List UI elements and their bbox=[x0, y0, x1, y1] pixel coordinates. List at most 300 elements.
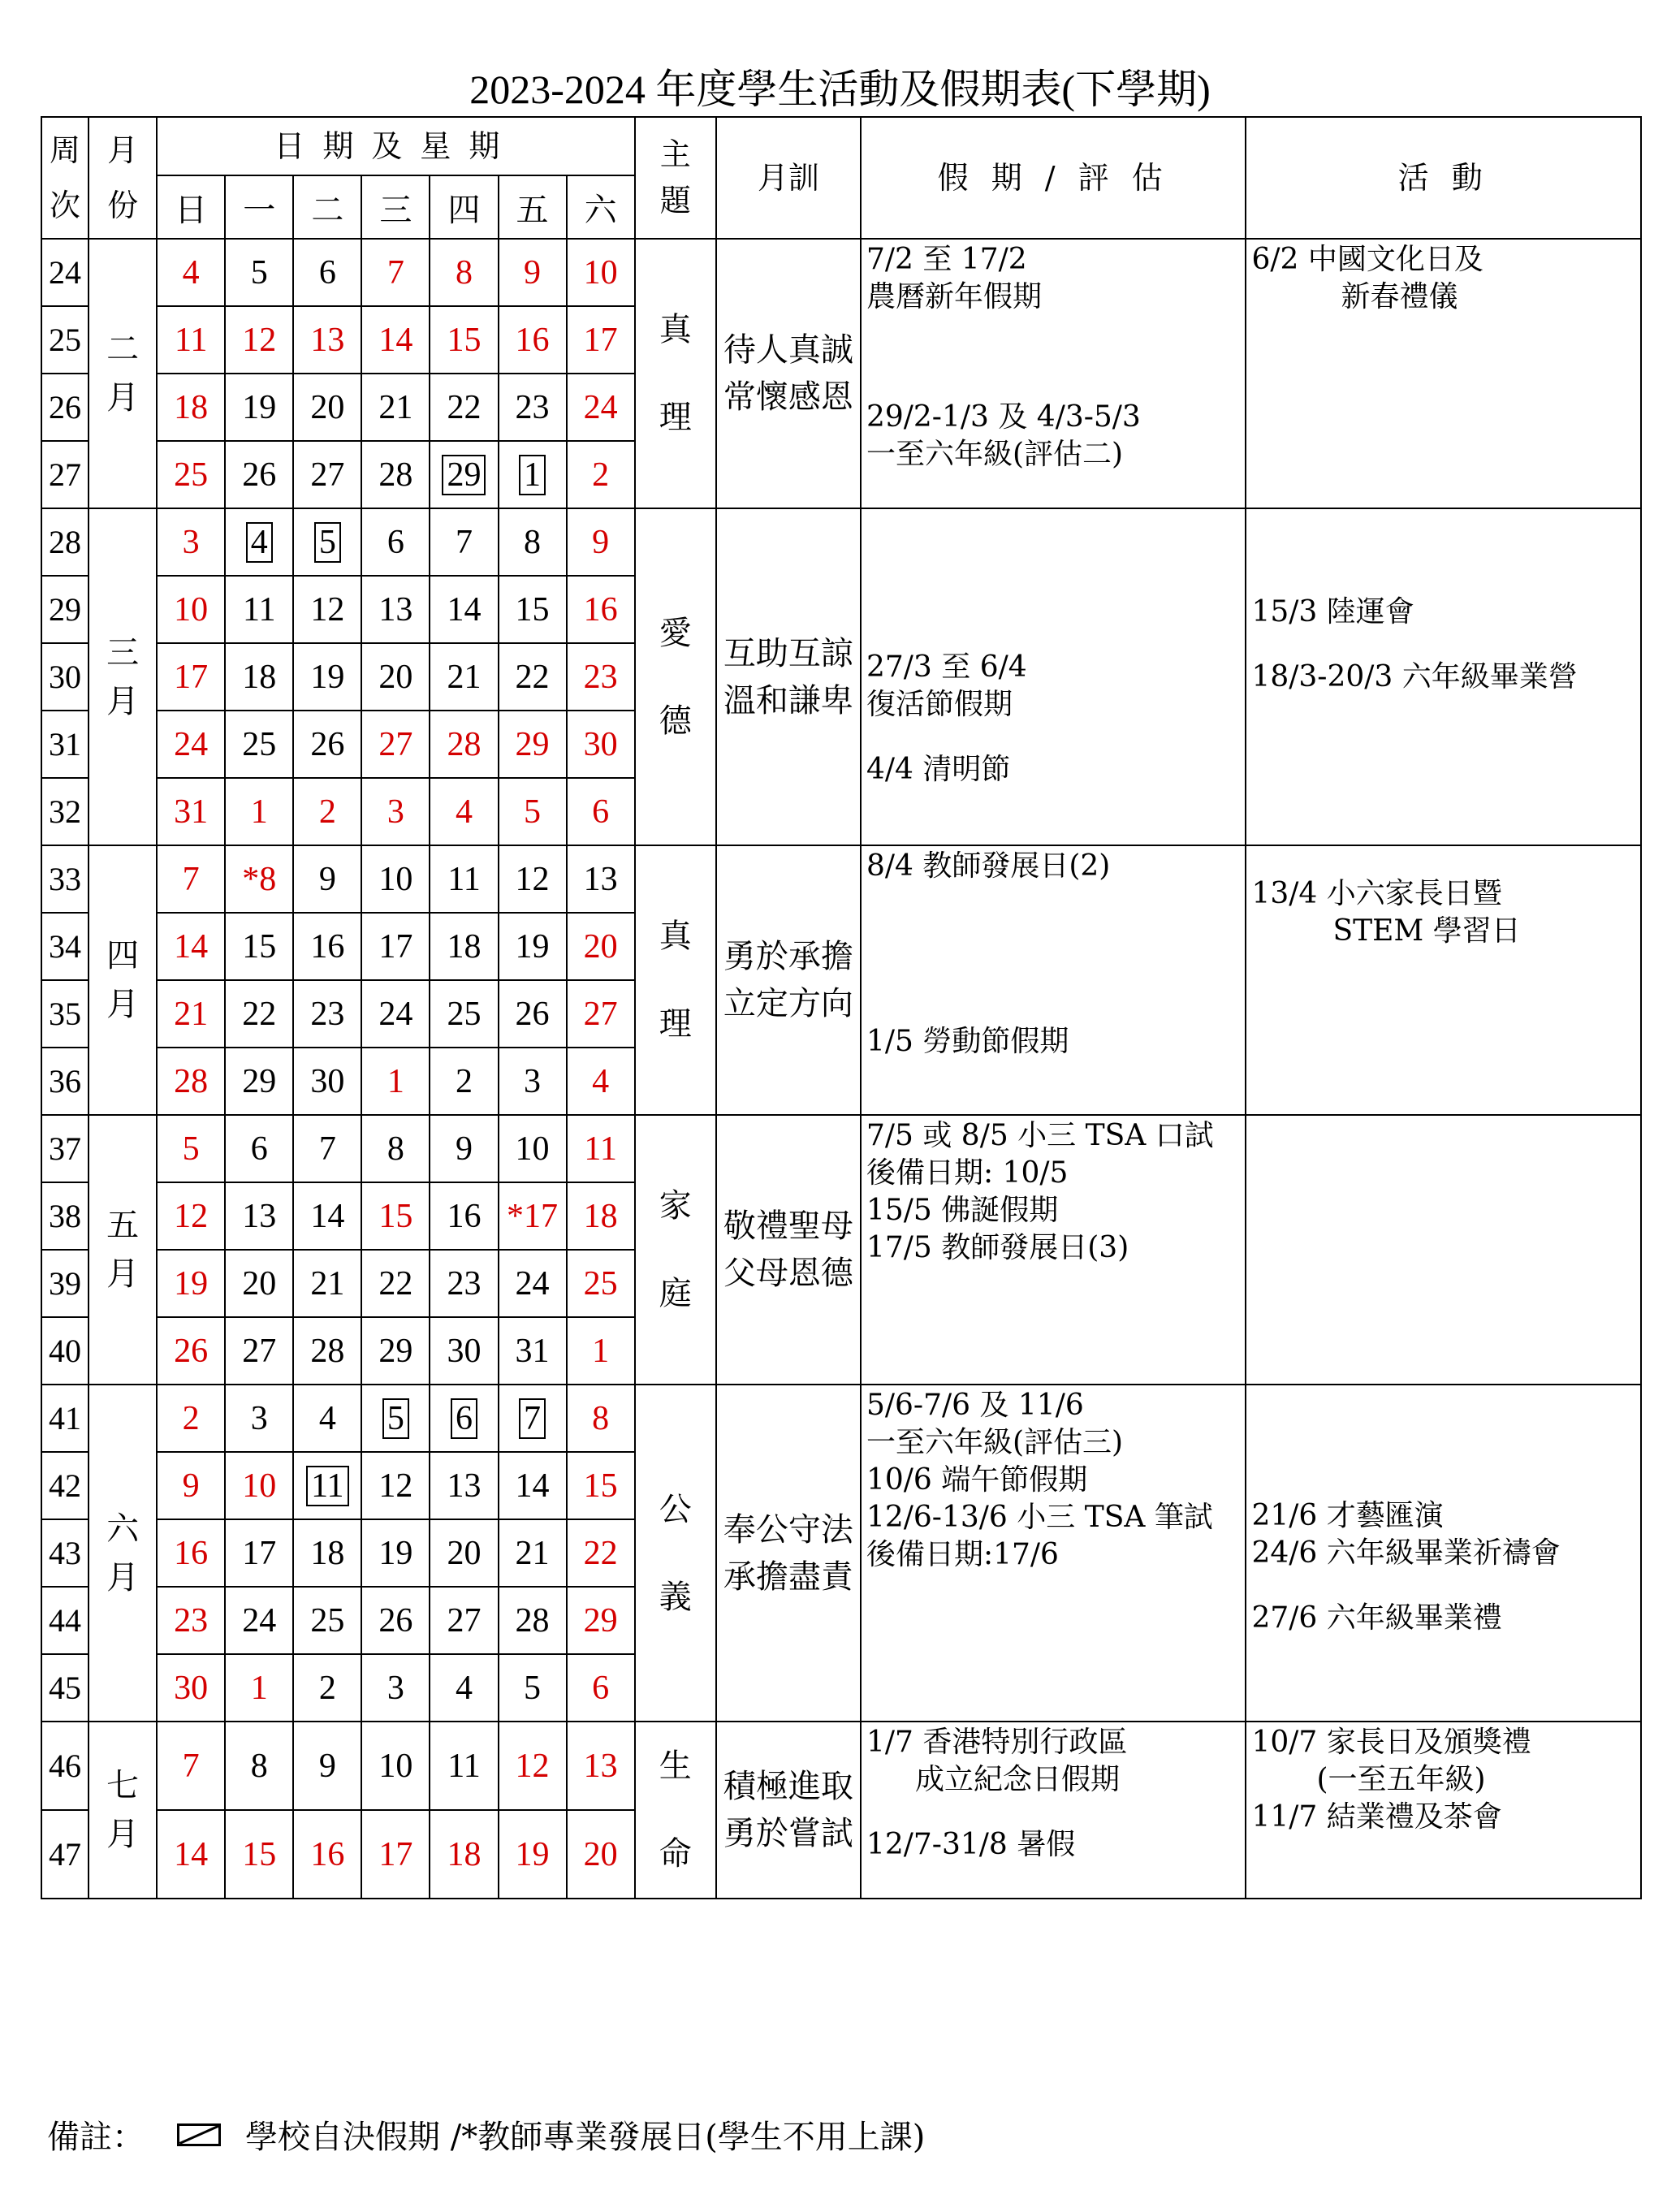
theme-cell: 愛德 bbox=[635, 508, 716, 845]
calendar-table bbox=[41, 116, 1642, 1899]
day-cell: 13 bbox=[567, 845, 635, 913]
motto-cell bbox=[716, 1115, 861, 1385]
day-cell: 22 bbox=[499, 643, 567, 711]
day-cell: 16 bbox=[567, 576, 635, 643]
day-cell: 5 bbox=[225, 239, 293, 306]
holiday-line: 1/7 香港特別行政區 bbox=[866, 1726, 1128, 1759]
day-cell: 20 bbox=[567, 913, 635, 980]
motto-line: 敬禮聖母 bbox=[723, 1208, 853, 1245]
day-cell: 20 bbox=[430, 1519, 498, 1587]
day-cell: 31 bbox=[157, 778, 225, 845]
day-cell: 6 bbox=[567, 1654, 635, 1722]
motto-line: 勇於嘗試 bbox=[723, 1815, 853, 1852]
week-row bbox=[41, 1385, 1641, 1452]
holiday-line: 後備日期:17/6 bbox=[866, 1538, 1059, 1572]
day-cell: 16 bbox=[293, 1810, 361, 1899]
holiday-line: 農曆新年假期 bbox=[866, 280, 1042, 314]
day-cell: 22 bbox=[225, 980, 293, 1048]
motto-line: 奉公守法 bbox=[723, 1510, 853, 1549]
week-number: 41 bbox=[41, 1385, 89, 1452]
school-holiday-box: 5 bbox=[314, 522, 341, 563]
day-cell: 11 bbox=[157, 306, 225, 374]
holiday-cell bbox=[861, 1385, 1246, 1722]
day-cell: 10 bbox=[361, 1722, 430, 1810]
day-cell: 22 bbox=[361, 1250, 430, 1317]
header-week bbox=[41, 117, 89, 239]
day-cell: 7 bbox=[293, 1115, 361, 1182]
holiday-cell bbox=[861, 508, 1246, 845]
day-cell: 5 bbox=[499, 1654, 567, 1722]
month-label: 七月 bbox=[89, 1722, 157, 1899]
day-cell: 19 bbox=[499, 1810, 567, 1899]
day-cell: 25 bbox=[225, 711, 293, 778]
week-number: 38 bbox=[41, 1182, 89, 1250]
holiday-line: 7/2 至 17/2 bbox=[866, 243, 1027, 276]
motto-line: 父母恩德 bbox=[723, 1255, 853, 1292]
holiday-line bbox=[866, 1799, 1240, 1826]
day-cell: 8 bbox=[567, 1385, 635, 1452]
day-cell: 9 bbox=[293, 1722, 361, 1810]
week-row bbox=[41, 845, 1641, 913]
day-cell: 7 bbox=[157, 845, 225, 913]
day-cell: 19 bbox=[293, 643, 361, 711]
activity-line bbox=[1251, 566, 1635, 594]
holiday-line: 一至六年級(評估三) bbox=[866, 1426, 1124, 1460]
school-holiday-box: 6 bbox=[451, 1398, 477, 1439]
weekday-header: 日 bbox=[157, 175, 225, 239]
day-cell: 10 bbox=[567, 239, 635, 306]
day-cell: 20 bbox=[361, 643, 430, 711]
day-cell: 23 bbox=[567, 643, 635, 711]
day-cell: 15 bbox=[499, 576, 567, 643]
day-cell: 13 bbox=[361, 576, 430, 643]
day-cell: 10 bbox=[157, 576, 225, 643]
activity-line: (一至五年級) bbox=[1316, 1763, 1486, 1797]
day-cell: 1 bbox=[225, 1654, 293, 1722]
weekday-header: 三 bbox=[361, 175, 430, 239]
motto-cell bbox=[716, 508, 861, 845]
holiday-line bbox=[866, 343, 1240, 371]
day-cell: 30 bbox=[430, 1317, 498, 1385]
day-cell bbox=[430, 441, 498, 508]
day-cell: 24 bbox=[361, 980, 430, 1048]
holiday-line: 12/6-13/6 小三 TSA 筆試 bbox=[866, 1501, 1213, 1535]
activity-line bbox=[1251, 848, 1635, 875]
day-cell: 15 bbox=[225, 1810, 293, 1899]
day-cell: 3 bbox=[361, 778, 430, 845]
day-cell bbox=[499, 1385, 567, 1452]
day-cell: 9 bbox=[567, 508, 635, 576]
theme-cell: 真理 bbox=[635, 845, 716, 1115]
holiday-line: 一至六年級(評估二) bbox=[866, 438, 1124, 472]
day-cell: 21 bbox=[157, 980, 225, 1048]
day-cell: 14 bbox=[157, 1810, 225, 1899]
day-cell: 21 bbox=[361, 374, 430, 441]
day-cell: 5 bbox=[499, 778, 567, 845]
day-cell: 4 bbox=[293, 1385, 361, 1452]
motto-cell bbox=[716, 1722, 861, 1899]
day-cell bbox=[430, 1385, 498, 1452]
day-cell: 30 bbox=[567, 711, 635, 778]
day-cell: 13 bbox=[567, 1722, 635, 1810]
week-number: 47 bbox=[41, 1810, 89, 1899]
activity-line bbox=[1251, 1387, 1635, 1415]
motto-line: 待人真誠 bbox=[723, 331, 853, 369]
activity-cell bbox=[1246, 1722, 1641, 1899]
weekday-header: 五 bbox=[499, 175, 567, 239]
day-cell: 14 bbox=[293, 1182, 361, 1250]
day-cell: 11 bbox=[225, 576, 293, 643]
week-number: 35 bbox=[41, 980, 89, 1048]
day-cell: 12 bbox=[293, 576, 361, 643]
day-cell: 18 bbox=[430, 913, 498, 980]
week-number: 40 bbox=[41, 1317, 89, 1385]
day-cell: 29 bbox=[225, 1048, 293, 1115]
day-cell: 27 bbox=[293, 441, 361, 508]
day-cell: 2 bbox=[157, 1385, 225, 1452]
activity-line: 18/3-20/3 六年級畢業營 bbox=[1251, 660, 1578, 694]
day-cell: 24 bbox=[499, 1250, 567, 1317]
day-cell bbox=[225, 508, 293, 576]
remark-label: 備註： bbox=[47, 2119, 145, 2156]
day-cell: 17 bbox=[361, 913, 430, 980]
day-cell: 8 bbox=[499, 508, 567, 576]
activity-line bbox=[1251, 511, 1635, 538]
motto-cell bbox=[716, 845, 861, 1115]
day-cell: 21 bbox=[499, 1519, 567, 1587]
school-holiday-box: 5 bbox=[382, 1398, 409, 1439]
day-cell: 2 bbox=[293, 1654, 361, 1722]
day-cell: 5 bbox=[157, 1115, 225, 1182]
day-cell: 12 bbox=[225, 306, 293, 374]
theme-cell: 公義 bbox=[635, 1385, 716, 1722]
holiday-line: 12/7-31/8 暑假 bbox=[866, 1828, 1076, 1862]
header-activities: 活 動 bbox=[1246, 117, 1641, 239]
day-cell: 18 bbox=[225, 643, 293, 711]
month-label: 二月 bbox=[89, 239, 157, 508]
weekday-header: 四 bbox=[430, 175, 498, 239]
holiday-cell bbox=[861, 845, 1246, 1115]
motto-line: 常懷感恩 bbox=[723, 378, 853, 416]
day-cell: 13 bbox=[225, 1182, 293, 1250]
day-cell: 15 bbox=[430, 306, 498, 374]
holiday-line: 1/5 勞動節假期 bbox=[866, 1025, 1069, 1059]
month-label: 五月 bbox=[89, 1115, 157, 1385]
activity-line: 24/6 六年級畢業祈禱會 bbox=[1251, 1536, 1561, 1570]
day-cell: 8 bbox=[361, 1115, 430, 1182]
holiday-line: 4/4 清明節 bbox=[866, 753, 1011, 787]
activity-line: 13/4 小六家長日暨 bbox=[1251, 877, 1502, 910]
school-holiday-box: 4 bbox=[246, 522, 273, 563]
month-label: 三月 bbox=[89, 508, 157, 845]
holiday-line: 27/3 至 6/4 bbox=[866, 650, 1027, 684]
motto-line: 積極進取 bbox=[723, 1768, 853, 1805]
activity-line bbox=[1251, 1442, 1635, 1470]
day-cell bbox=[361, 1385, 430, 1452]
day-cell: 29 bbox=[361, 1317, 430, 1385]
day-cell: 14 bbox=[430, 576, 498, 643]
week-number: 26 bbox=[41, 374, 89, 441]
holiday-line: 17/5 教師發展日(3) bbox=[866, 1231, 1129, 1265]
day-cell: 24 bbox=[567, 374, 635, 441]
day-cell: 11 bbox=[430, 1722, 498, 1810]
holiday-line bbox=[866, 724, 1240, 751]
activity-line bbox=[1251, 631, 1635, 659]
day-cell: 17 bbox=[157, 643, 225, 711]
activity-line bbox=[1251, 1415, 1635, 1442]
holiday-line bbox=[866, 885, 1240, 913]
day-cell: 27 bbox=[225, 1317, 293, 1385]
weekday-header: 六 bbox=[567, 175, 635, 239]
week-number: 45 bbox=[41, 1654, 89, 1722]
day-cell: 1 bbox=[225, 778, 293, 845]
day-cell: 22 bbox=[430, 374, 498, 441]
week-number: 28 bbox=[41, 508, 89, 576]
day-cell: 10 bbox=[361, 845, 430, 913]
day-cell: 19 bbox=[499, 913, 567, 980]
day-cell: 12 bbox=[499, 1722, 567, 1810]
motto-line: 立定方向 bbox=[723, 985, 853, 1022]
header-theme bbox=[635, 117, 716, 239]
day-cell: 17 bbox=[361, 1810, 430, 1899]
holiday-line bbox=[866, 566, 1240, 594]
day-cell: 28 bbox=[293, 1317, 361, 1385]
day-cell: 2 bbox=[293, 778, 361, 845]
day-cell: 20 bbox=[293, 374, 361, 441]
day-cell: 20 bbox=[567, 1810, 635, 1899]
week-number: 42 bbox=[41, 1452, 89, 1519]
motto-line: 承擔盡責 bbox=[723, 1557, 853, 1596]
week-number: 44 bbox=[41, 1587, 89, 1654]
day-cell: 3 bbox=[157, 508, 225, 576]
holiday-line: 10/6 端午節假期 bbox=[866, 1463, 1088, 1497]
holiday-line bbox=[866, 371, 1240, 399]
day-cell: 13 bbox=[430, 1452, 498, 1519]
day-cell: 8 bbox=[430, 239, 498, 306]
holiday-line: 29/2-1/3 及 4/3-5/3 bbox=[866, 400, 1141, 434]
day-cell: *17 bbox=[499, 1182, 567, 1250]
school-holiday-box: 29 bbox=[442, 455, 486, 495]
holiday-line bbox=[866, 316, 1240, 343]
holiday-line: 復活節假期 bbox=[866, 688, 1013, 722]
day-cell: 16 bbox=[430, 1182, 498, 1250]
day-cell: 16 bbox=[293, 913, 361, 980]
day-cell: 19 bbox=[157, 1250, 225, 1317]
week-number: 37 bbox=[41, 1115, 89, 1182]
day-cell bbox=[293, 508, 361, 576]
school-holiday-box: 1 bbox=[519, 455, 546, 495]
header-motto: 月訓 bbox=[716, 117, 861, 239]
activity-cell bbox=[1246, 1115, 1641, 1385]
day-cell: 23 bbox=[157, 1587, 225, 1654]
page-title: 2023-2024 年度學生活動及假期表(下學期) bbox=[469, 67, 1211, 112]
holiday-line bbox=[866, 940, 1240, 968]
holiday-line bbox=[866, 511, 1240, 538]
day-cell: 1 bbox=[361, 1048, 430, 1115]
day-cell: 25 bbox=[293, 1587, 361, 1654]
day-cell: 20 bbox=[225, 1250, 293, 1317]
motto-cell bbox=[716, 1385, 861, 1722]
week-number: 27 bbox=[41, 441, 89, 508]
motto-line: 互助互諒 bbox=[723, 634, 853, 672]
day-cell: 12 bbox=[157, 1182, 225, 1250]
holiday-line: 後備日期: 10/5 bbox=[866, 1156, 1069, 1190]
day-cell: 9 bbox=[430, 1115, 498, 1182]
day-cell: 3 bbox=[361, 1654, 430, 1722]
activity-line: 6/2 中國文化日及 bbox=[1251, 243, 1483, 276]
day-cell: 9 bbox=[499, 239, 567, 306]
header-theme-label: 主題 bbox=[659, 136, 691, 218]
holiday-cell bbox=[861, 239, 1246, 508]
activity-line: 21/6 才藝匯演 bbox=[1251, 1499, 1444, 1532]
day-cell bbox=[499, 441, 567, 508]
week-number: 29 bbox=[41, 576, 89, 643]
day-cell: 24 bbox=[157, 711, 225, 778]
day-cell: 26 bbox=[293, 711, 361, 778]
week-number: 33 bbox=[41, 845, 89, 913]
activity-line: 27/6 六年級畢業禮 bbox=[1251, 1601, 1502, 1635]
day-cell: 18 bbox=[430, 1810, 498, 1899]
day-cell: 15 bbox=[361, 1182, 430, 1250]
day-cell: 23 bbox=[293, 980, 361, 1048]
header-week-label: 周次 bbox=[50, 132, 81, 223]
day-cell: 28 bbox=[361, 441, 430, 508]
header-holidays: 假 期 / 評 估 bbox=[861, 117, 1246, 239]
activity-line: STEM 學習日 bbox=[1332, 914, 1521, 948]
day-cell: 4 bbox=[430, 778, 498, 845]
day-cell: 2 bbox=[567, 441, 635, 508]
day-cell: 9 bbox=[157, 1452, 225, 1519]
week-number: 43 bbox=[41, 1519, 89, 1587]
day-cell: 11 bbox=[430, 845, 498, 913]
day-cell: 6 bbox=[361, 508, 430, 576]
day-cell: 12 bbox=[361, 1452, 430, 1519]
remark-text: 學校自決假期 /*教師專業發展日(學生不用上課) bbox=[245, 2119, 926, 2156]
day-cell: 21 bbox=[430, 643, 498, 711]
day-cell: 3 bbox=[499, 1048, 567, 1115]
day-cell: 7 bbox=[361, 239, 430, 306]
day-cell: 14 bbox=[157, 913, 225, 980]
day-cell bbox=[293, 1452, 361, 1519]
day-cell: 21 bbox=[293, 1250, 361, 1317]
weekday-header: 二 bbox=[293, 175, 361, 239]
holiday-line bbox=[866, 968, 1240, 996]
day-cell: 4 bbox=[430, 1654, 498, 1722]
day-cell: 4 bbox=[157, 239, 225, 306]
day-cell: 15 bbox=[567, 1452, 635, 1519]
week-row bbox=[41, 508, 1641, 576]
motto-line: 勇於承擔 bbox=[723, 938, 853, 975]
day-cell: 15 bbox=[225, 913, 293, 980]
day-cell: 29 bbox=[567, 1587, 635, 1654]
remark bbox=[47, 2111, 925, 2158]
holiday-line bbox=[866, 538, 1240, 566]
activity-line: 11/7 結業禮及茶會 bbox=[1251, 1800, 1502, 1834]
day-cell: 31 bbox=[499, 1317, 567, 1385]
day-cell: 10 bbox=[499, 1115, 567, 1182]
day-cell: 6 bbox=[225, 1115, 293, 1182]
activity-line bbox=[1251, 1572, 1635, 1600]
day-cell: 25 bbox=[157, 441, 225, 508]
day-cell: 13 bbox=[293, 306, 361, 374]
activity-line bbox=[1251, 1470, 1635, 1497]
holiday-cell bbox=[861, 1722, 1246, 1899]
week-row bbox=[41, 1722, 1641, 1810]
day-cell: 18 bbox=[567, 1182, 635, 1250]
day-cell: 25 bbox=[567, 1250, 635, 1317]
day-cell: 27 bbox=[567, 980, 635, 1048]
day-cell: 27 bbox=[430, 1587, 498, 1654]
week-row bbox=[41, 1115, 1641, 1182]
day-cell: 26 bbox=[499, 980, 567, 1048]
activity-cell bbox=[1246, 239, 1641, 508]
day-cell: 4 bbox=[567, 1048, 635, 1115]
holiday-line: 7/5 或 8/5 小三 TSA 口試 bbox=[866, 1119, 1214, 1152]
day-cell: 11 bbox=[567, 1115, 635, 1182]
day-cell: 7 bbox=[430, 508, 498, 576]
day-cell: 28 bbox=[430, 711, 498, 778]
day-cell: 6 bbox=[567, 778, 635, 845]
day-cell: 6 bbox=[293, 239, 361, 306]
activity-line bbox=[1251, 538, 1635, 566]
day-cell: 3 bbox=[225, 1385, 293, 1452]
day-cell: 22 bbox=[567, 1519, 635, 1587]
week-number: 36 bbox=[41, 1048, 89, 1115]
week-number: 39 bbox=[41, 1250, 89, 1317]
motto-cell bbox=[716, 239, 861, 508]
day-cell: 14 bbox=[499, 1452, 567, 1519]
month-label: 六月 bbox=[89, 1385, 157, 1722]
holiday-line: 5/6-7/6 及 11/6 bbox=[866, 1389, 1084, 1422]
day-cell: *8 bbox=[225, 845, 293, 913]
activity-line: 15/3 陸運會 bbox=[1251, 595, 1414, 629]
day-cell: 29 bbox=[499, 711, 567, 778]
week-number: 46 bbox=[41, 1722, 89, 1810]
activity-cell bbox=[1246, 845, 1641, 1115]
day-cell: 14 bbox=[361, 306, 430, 374]
day-cell: 28 bbox=[499, 1587, 567, 1654]
activity-cell bbox=[1246, 508, 1641, 845]
week-row bbox=[41, 239, 1641, 306]
day-cell: 18 bbox=[293, 1519, 361, 1587]
day-cell: 10 bbox=[225, 1452, 293, 1519]
theme-cell: 生命 bbox=[635, 1722, 716, 1899]
day-cell: 30 bbox=[293, 1048, 361, 1115]
day-cell: 18 bbox=[157, 374, 225, 441]
week-number: 31 bbox=[41, 711, 89, 778]
day-cell: 16 bbox=[157, 1519, 225, 1587]
activity-cell bbox=[1246, 1385, 1641, 1722]
day-cell: 23 bbox=[430, 1250, 498, 1317]
header-month bbox=[89, 117, 157, 239]
theme-cell: 家庭 bbox=[635, 1115, 716, 1385]
holiday-line bbox=[866, 621, 1240, 649]
day-cell: 1 bbox=[567, 1317, 635, 1385]
theme-cell: 真理 bbox=[635, 239, 716, 508]
day-cell: 27 bbox=[361, 711, 430, 778]
day-cell: 9 bbox=[293, 845, 361, 913]
week-number: 24 bbox=[41, 239, 89, 306]
motto-line: 溫和謙卑 bbox=[723, 681, 853, 719]
day-cell: 30 bbox=[157, 1654, 225, 1722]
holiday-line bbox=[866, 913, 1240, 940]
holiday-cell bbox=[861, 1115, 1246, 1385]
header-month-label: 月份 bbox=[107, 132, 139, 223]
day-cell: 16 bbox=[499, 306, 567, 374]
day-cell: 28 bbox=[157, 1048, 225, 1115]
day-cell: 25 bbox=[430, 980, 498, 1048]
day-cell: 12 bbox=[499, 845, 567, 913]
